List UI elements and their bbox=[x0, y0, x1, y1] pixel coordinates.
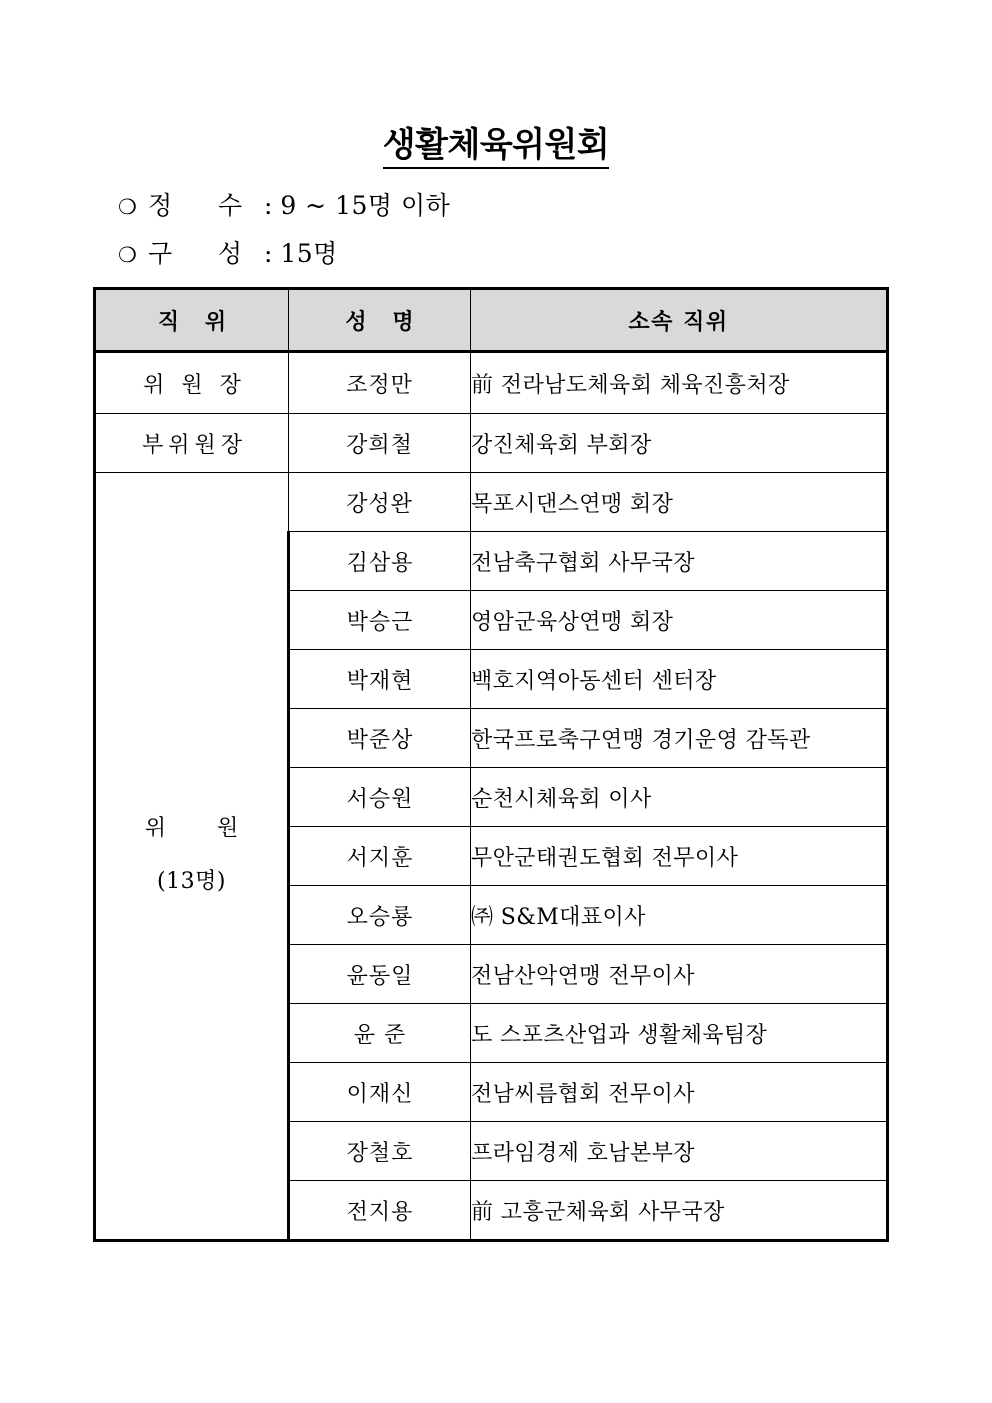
cell-name: 윤동일 bbox=[289, 945, 471, 1004]
cell-org: 前 전라남도체육회 체육진흥처장 bbox=[471, 352, 888, 414]
summary-item-composition-label: 구 성 bbox=[148, 239, 244, 268]
cell-name: 김삼용 bbox=[289, 532, 471, 591]
committee-roster-table bbox=[93, 287, 889, 1242]
cell-name: 박승근 bbox=[289, 591, 471, 650]
table-row bbox=[95, 414, 888, 473]
bullet-circle-icon: ❍ bbox=[118, 243, 137, 267]
cell-org: 순천시체육회 이사 bbox=[471, 768, 888, 827]
page-title-text: 생활체육위원회 bbox=[383, 126, 609, 169]
cell-position: 위 원 장 bbox=[95, 352, 289, 414]
cell-name: 전지용 bbox=[289, 1181, 471, 1241]
cell-name: 강희철 bbox=[289, 414, 471, 473]
column-header-position: 직 위 bbox=[95, 289, 289, 352]
summary-item-composition-separator: : bbox=[256, 239, 281, 268]
summary-item-quota-separator: : bbox=[256, 191, 281, 220]
cell-members-group bbox=[95, 473, 289, 1241]
column-header-name: 성 명 bbox=[289, 289, 471, 352]
cell-org: 전남축구협회 사무국장 bbox=[471, 532, 888, 591]
cell-org: 한국프로축구연맹 경기운영 감독관 bbox=[471, 709, 888, 768]
bullet-circle-icon: ❍ bbox=[118, 195, 137, 219]
cell-org: 전남산악연맹 전무이사 bbox=[471, 945, 888, 1004]
cell-name: 박준상 bbox=[289, 709, 471, 768]
cell-org: 목포시댄스연맹 회장 bbox=[471, 473, 888, 532]
cell-org: 영암군육상연맹 회장 bbox=[471, 591, 888, 650]
cell-name: 윤 준 bbox=[289, 1004, 471, 1063]
cell-org: 前 고흥군체육회 사무국장 bbox=[471, 1181, 888, 1241]
members-group-count: (13명) bbox=[157, 869, 226, 894]
members-group-title: 위 원 bbox=[144, 816, 261, 842]
summary-item-quota bbox=[118, 182, 878, 230]
column-header-org: 소속 직위 bbox=[471, 289, 888, 352]
summary-item-quota-value: 9 ~ 15명 이하 bbox=[280, 191, 451, 220]
cell-name: 이재신 bbox=[289, 1063, 471, 1122]
cell-org: 무안군태권도협회 전무이사 bbox=[471, 827, 888, 886]
table-header bbox=[95, 289, 888, 352]
summary-item-composition-value: 15명 bbox=[280, 239, 338, 268]
cell-name: 장철호 bbox=[289, 1122, 471, 1181]
cell-name: 강성완 bbox=[289, 473, 471, 532]
summary-list bbox=[118, 182, 878, 278]
cell-org: 강진체육회 부회장 bbox=[471, 414, 888, 473]
page-title bbox=[0, 126, 992, 169]
table-row bbox=[95, 473, 888, 532]
cell-org: 백호지역아동센터 센터장 bbox=[471, 650, 888, 709]
cell-name: 조정만 bbox=[289, 352, 471, 414]
table-header-row bbox=[95, 289, 888, 352]
cell-name: 서승원 bbox=[289, 768, 471, 827]
cell-position: 부위원장 bbox=[95, 414, 289, 473]
cell-name: 서지훈 bbox=[289, 827, 471, 886]
summary-item-composition bbox=[118, 230, 878, 278]
cell-name: 오승룡 bbox=[289, 886, 471, 945]
cell-org: ㈜ S&M대표이사 bbox=[471, 886, 888, 945]
table-row bbox=[95, 352, 888, 414]
cell-org: 전남씨름협회 전무이사 bbox=[471, 1063, 888, 1122]
cell-org: 도 스포츠산업과 생활체육팀장 bbox=[471, 1004, 888, 1063]
summary-item-quota-label: 정 수 bbox=[148, 191, 244, 220]
cell-org: 프라임경제 호남본부장 bbox=[471, 1122, 888, 1181]
cell-name: 박재현 bbox=[289, 650, 471, 709]
table-body bbox=[95, 352, 888, 1241]
